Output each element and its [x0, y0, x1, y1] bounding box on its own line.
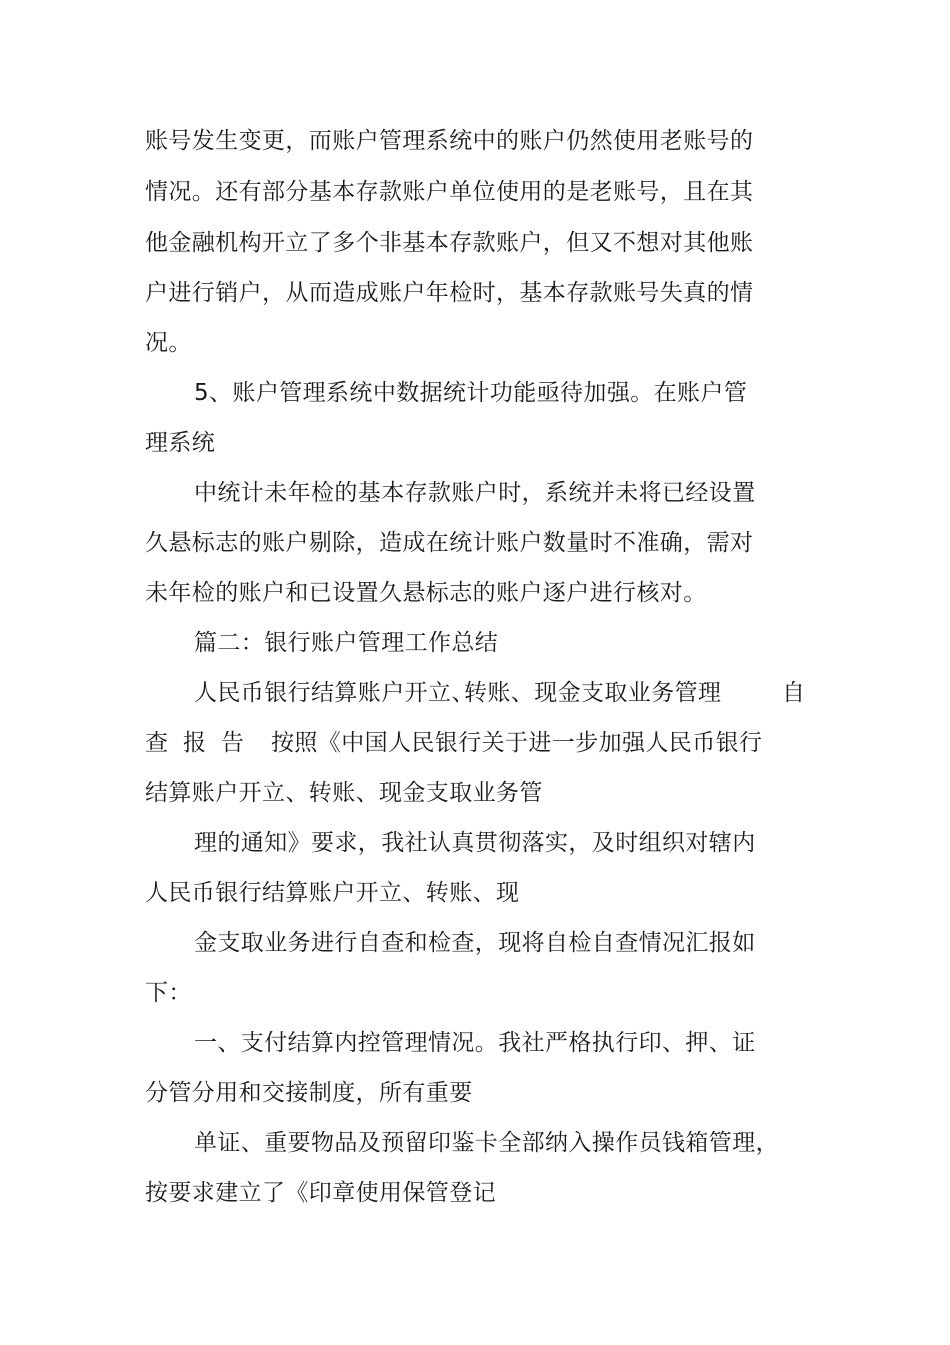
paragraph-line: 下： [145, 980, 192, 1006]
paragraph-line: 未年检的账户和已设置久悬标志的账户逐户进行核对。 [145, 580, 707, 606]
paragraph-line: 中统计未年检的基本存款账户时，系统并未将已经设置 [194, 480, 756, 506]
paragraph-line-segment: 按照《中国人民银行关于进一步加强人民币银行 [271, 730, 763, 756]
spaced-char: 查 [145, 730, 169, 756]
paragraph-line: 久悬标志的账户剔除，造成在统计账户数量时不准确，需对 [145, 530, 754, 556]
spaced-char: 告 [221, 730, 245, 756]
paragraph-line: 理系统 [145, 430, 216, 456]
paragraph-line: 户进行销户，从而造成账户年检时，基本存款账号失真的情 [145, 280, 754, 306]
paragraph-line: 5、账户管理系统中数据统计功能亟待加强。在账户管 [194, 380, 748, 406]
paragraph-line: 按要求建立了《印章使用保管登记 [145, 1180, 496, 1206]
paragraph-line: 单证、重要物品及预留印鉴卡全部纳入操作员钱箱管理， [194, 1130, 779, 1156]
paragraph-line: 金支取业务进行自查和检查，现将自检自查情况汇报如 [194, 930, 756, 956]
paragraph-line: 一、支付结算内控管理情况。我社严格执行印、押、证 [194, 1030, 756, 1056]
paragraph-line-segment: 转账、现金支取业务管理 [464, 680, 722, 706]
paragraph-line: 况。 [145, 330, 192, 356]
paragraph-line: 账号发生变更，而账户管理系统中的账户仍然使用老账号的 [145, 128, 754, 154]
paragraph-line: 人民币银行结算账户开立、转账、现 [145, 880, 520, 906]
section-heading: 篇二：银行账户管理工作总结 [194, 630, 499, 656]
paragraph-line: 结算账户开立、转账、现金支取业务管 [145, 780, 543, 806]
spaced-char: 报 [183, 730, 207, 756]
paragraph-line: 他金融机构开立了多个非基本存款账户，但又不想对其他账 [145, 230, 754, 256]
paragraph-line: 情况。还有部分基本存款账户单位使用的是老账号，且在其 [145, 179, 754, 205]
paragraph-line: 理的通知》要求，我社认真贯彻落实，及时组织对辖内 [194, 830, 756, 856]
paragraph-line: 人民币银行结算账户开立、 [194, 680, 475, 706]
paragraph-line-segment: 自 [782, 680, 806, 706]
paragraph-line: 分管分用和交接制度，所有重要 [145, 1080, 473, 1106]
